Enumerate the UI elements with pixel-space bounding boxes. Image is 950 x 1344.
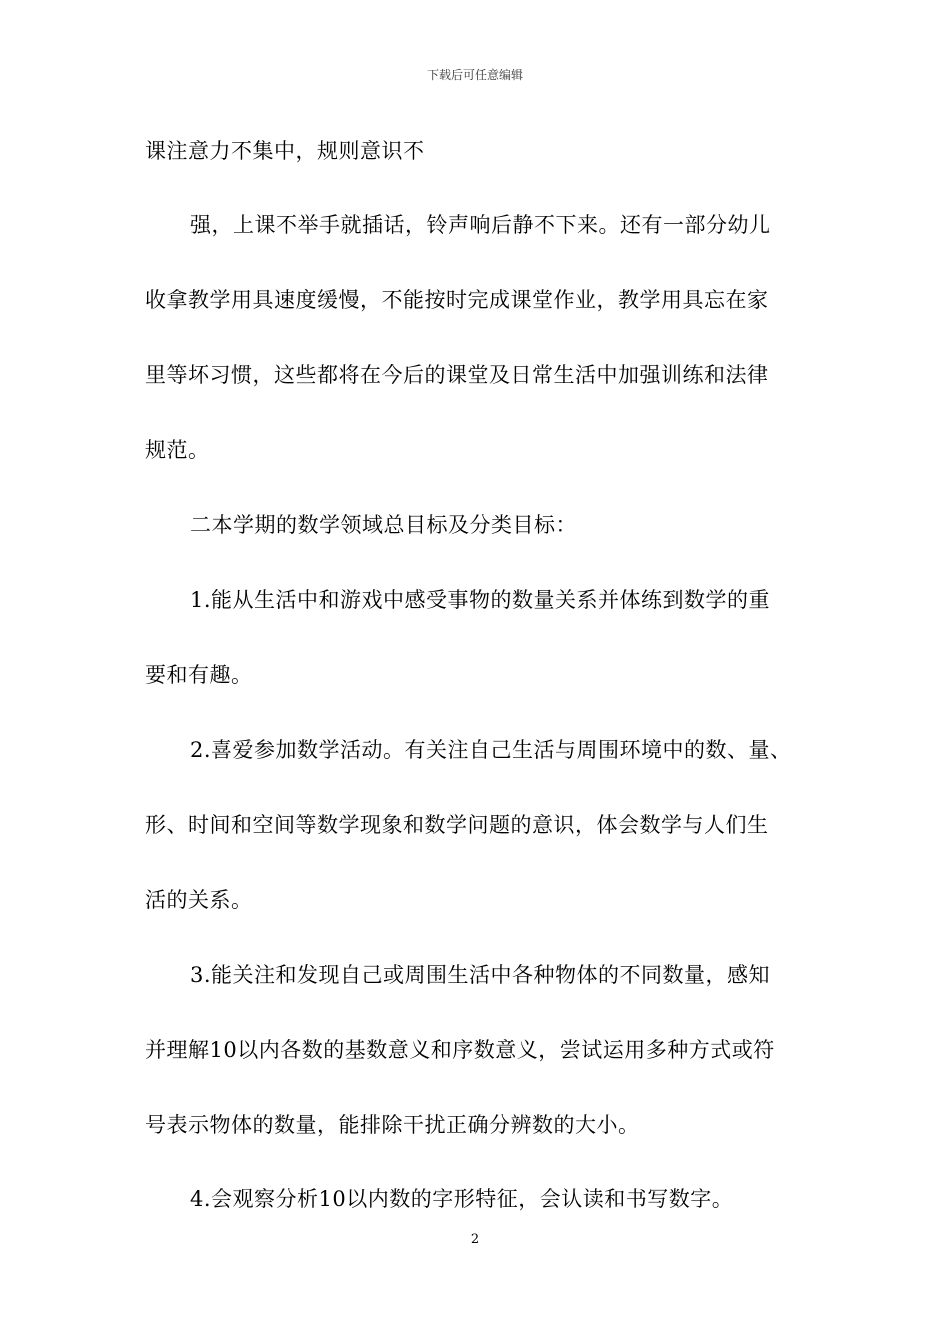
- text-line: 4.会观察分析10以内数的字形特征，会认读和书写数字。: [190, 1187, 734, 1211]
- text-line: 里等坏习惯，这些都将在今后的课堂及日常生活中加强训练和法律: [145, 363, 769, 387]
- text-line: 要和有趣。: [145, 663, 253, 687]
- text-line: 号表示物体的数量，能排除干扰正确分辨数的大小。: [145, 1113, 640, 1137]
- text-line: 1.能从生活中和游戏中感受事物的数量关系并体练到数学的重: [190, 588, 771, 612]
- text-line: 2.喜爱参加数学活动。有关注自己生活与周围环境中的数、量、: [190, 738, 792, 762]
- text-line: 强，上课不举手就插话，铃声响后静不下来。还有一部分幼儿: [190, 213, 771, 237]
- section-heading: 二本学期的数学领域总目标及分类目标：: [190, 513, 577, 537]
- text-line: 并理解10以内各数的基数意义和序数意义，尝试运用多种方式或符: [145, 1038, 775, 1062]
- text-line: 活的关系。: [145, 888, 253, 912]
- text-line: 3.能关注和发现自己或周围生活中各种物体的不同数量，感知: [190, 963, 771, 987]
- page-number: 2: [470, 1232, 480, 1247]
- page-header: 下载后可任意编辑: [426, 68, 523, 82]
- text-line: 收拿教学用具速度缓慢，不能按时完成课堂作业，教学用具忘在家: [145, 288, 769, 312]
- text-line: 规范。: [145, 438, 210, 462]
- text-line: 形、时间和空间等数学现象和数学问题的意识，体会数学与人们生: [145, 813, 769, 837]
- text-line: 课注意力不集中，规则意识不: [145, 139, 425, 163]
